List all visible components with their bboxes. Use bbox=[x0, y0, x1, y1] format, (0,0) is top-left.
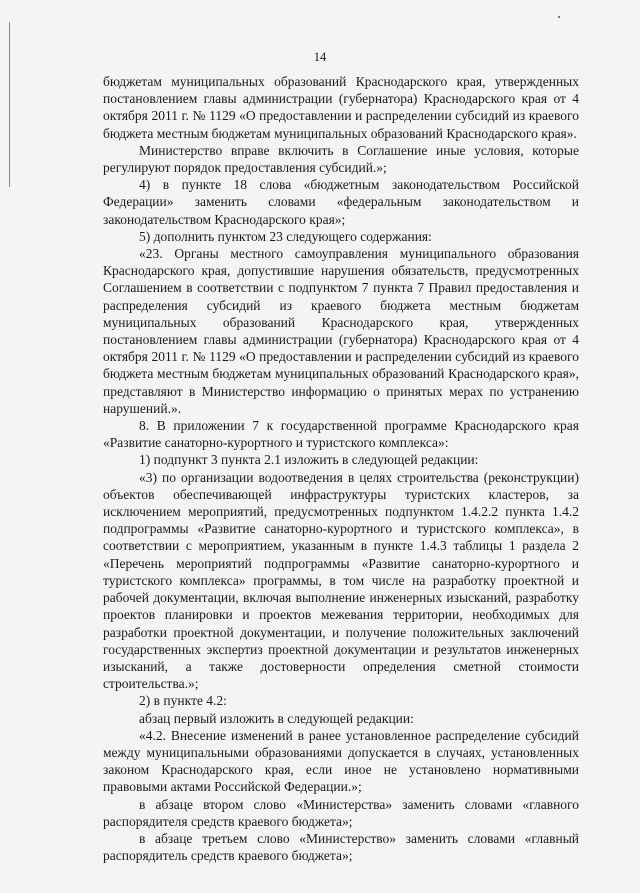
paragraph: 5) дополнить пунктом 23 следующего содержания: bbox=[139, 228, 432, 244]
document-body bbox=[103, 73, 579, 864]
paragraph: Министерство вправе включить в Соглашение иные условия, которые регулируют порядок предоставления субсидий.»; bbox=[103, 142, 579, 176]
paragraph: 4) в пункте 18 слова «бюджетным законодательством Российской Федерации» заменить словами «федеральным законодательством и законодательством Краснодарского края»; bbox=[103, 177, 579, 227]
scan-speck bbox=[558, 16, 560, 18]
paragraph: в абзаце втором слово «Министерства» заменить словами «главного распорядителя средств краевого бюджета»; bbox=[103, 796, 579, 829]
page-number: 14 bbox=[313, 50, 327, 64]
paragraph: «3) по организации водоотведения в целях строительства (реконструкции) объектов обеспечивающей инфраструктуры туристских кластеров, за исключением мероприятий, предусмотренных подпунктом 1.4.2.2 пункта 1.4.2 подпрограммы «Развитие санаторно-курортного и туристского комплекса», в соответствии с мероприятием, указанным в пункте 1.4.3 таблицы 1 раздела 2 «Перечень мероприятий подпрограммы «Развитие санаторно-курортного и туристского комплекса» программы, в том числе на разработку проектной и рабочей документации, включая выполнение инженерных изысканий, разработку проектов планировки и проектов межевания территории, необходимых для разработки проектной документации, и получение положительных заключений государственных экспертиз проектной документации и результатов инженерных изысканий, а также достоверности определения сметной стоимости строительства.»; bbox=[103, 469, 579, 692]
paragraph: бюджетам муниципальных образований Краснодарского края, утвержденных постановлением главы администрации (губернатора) Краснодарского края от 4 октября 2011 г. № 1129 «О предоставлении и распределении субсидий из краевого бюджета местным бюджетам муниципальных образований Краснодарского края». bbox=[103, 74, 579, 141]
paragraph: абзац первый изложить в следующей редакции: bbox=[139, 710, 414, 726]
scan-edge-line bbox=[9, 22, 10, 187]
paragraph: 1) подпункт 3 пункта 2.1 изложить в следующей редакции: bbox=[139, 452, 479, 468]
paragraph: 2) в пункте 4.2: bbox=[139, 693, 227, 709]
paragraph: 8. В приложении 7 к государственной программе Краснодарского края «Развитие санаторно-курортного и туристского комплекса»: bbox=[103, 418, 579, 451]
paragraph: «23. Органы местного самоуправления муниципального образования Краснодарского края, допустившие нарушения обязательств, предусмотренных Соглашением в соответствии с подпунктом 7 пункта 7 Правил предоставления и распределения субсидий из краевого бюджета местным бюджетам муниципальных образований Краснодарского края, утвержденных постановлением главы администрации (губернатора) Краснодарского края от 4 октября 2011 г. № 1129 «О предоставлении и распределении субсидий из краевого бюджета местным бюджетам муниципальных образований Краснодарского края», представляют в Министерство информацию о принятых мерах по устранению нарушений.». bbox=[103, 246, 579, 416]
paragraph: «4.2. Внесение изменений в ранее установленное распределение субсидий между муниципальными образованиями допускается в случаях, установленных законом Краснодарского края, если иное не установлено нормативными правовыми актами Российской Федерации.»; bbox=[103, 727, 579, 795]
paragraph: в абзаце третьем слово «Министерство» заменить словами «главный распорядитель средств краевого бюджета»; bbox=[103, 830, 579, 864]
